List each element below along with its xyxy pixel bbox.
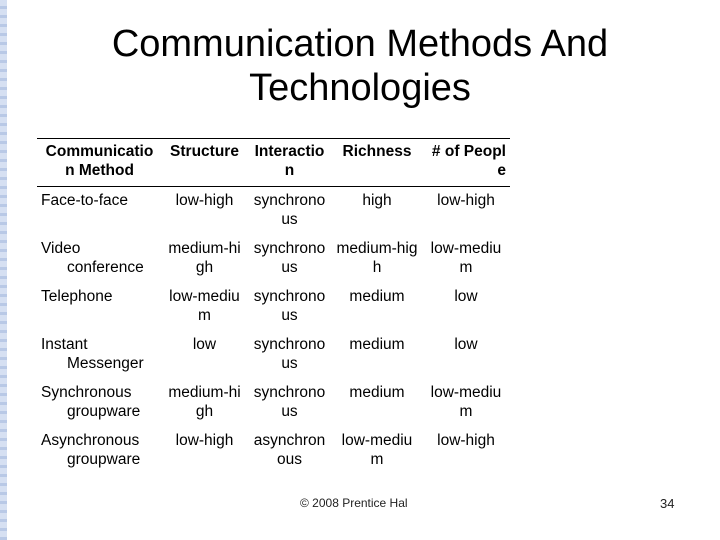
methods-table <box>37 138 510 475</box>
cell-people: low <box>454 288 478 305</box>
cell-richness: medium-high <box>336 240 418 276</box>
cell-structure: medium-high <box>168 240 241 276</box>
slide-title: Communication Methods And Technologies <box>111 23 609 109</box>
method-line-1: Video <box>41 240 81 257</box>
cell-richness: medium <box>349 336 405 353</box>
method-line-1: Face-to-face <box>41 192 129 209</box>
cell-structure: medium-high <box>168 384 241 420</box>
method-line-1: Synchronous <box>41 384 132 401</box>
cell-people: low <box>454 336 478 353</box>
method-line-2: groupware <box>67 451 141 468</box>
cell-richness: medium <box>349 384 405 401</box>
cell-structure: low-high <box>175 192 234 209</box>
cell-interaction: synchronous <box>253 288 326 324</box>
header-richness: Richness <box>332 138 422 187</box>
table-row <box>37 331 510 379</box>
cell-method <box>37 283 162 331</box>
table-row <box>37 283 510 331</box>
cell-interaction: synchronous <box>253 384 326 420</box>
method-line-1: Telephone <box>41 288 113 305</box>
method-line-1: Instant <box>41 336 88 353</box>
header-method: Communication Method <box>37 138 162 187</box>
cell-richness: low-medium <box>341 432 413 468</box>
method-line-1: Asynchronous <box>41 432 140 449</box>
table-row <box>37 187 510 236</box>
header-people: # of People <box>422 138 510 187</box>
cell-method <box>37 235 162 283</box>
table-row <box>37 379 510 427</box>
header-interaction: Interaction <box>247 138 332 187</box>
cell-structure: low-medium <box>169 288 240 324</box>
table-body <box>37 187 510 476</box>
slide-edge-decoration <box>0 0 7 540</box>
method-line-2: groupware <box>67 403 141 420</box>
cell-structure: low-high <box>175 432 234 449</box>
cell-interaction: synchronous <box>253 192 326 228</box>
methods-table-container <box>37 138 510 540</box>
cell-method <box>37 379 162 427</box>
table-header-row <box>37 138 510 187</box>
method-line-2: Messenger <box>67 355 144 372</box>
cell-richness: medium <box>349 288 405 305</box>
cell-structure: low <box>192 336 217 353</box>
cell-people: low-medium <box>430 384 502 420</box>
cell-method <box>37 187 162 236</box>
cell-method <box>37 427 162 475</box>
cell-people: low-high <box>437 192 495 209</box>
cell-people: low-high <box>437 432 495 449</box>
cell-people: low-medium <box>430 240 502 276</box>
cell-interaction: synchronous <box>253 336 326 372</box>
method-line-2: conference <box>67 259 144 276</box>
cell-richness: high <box>362 192 392 209</box>
cell-method <box>37 331 162 379</box>
copyright-footer: © 2008 Prentice Hal <box>300 496 408 510</box>
table-row <box>37 427 510 475</box>
header-structure: Structure <box>162 138 247 187</box>
cell-interaction: synchronous <box>253 240 326 276</box>
page-number: 34 <box>660 496 675 511</box>
table-row <box>37 235 510 283</box>
cell-interaction: asynchronous <box>253 432 326 468</box>
